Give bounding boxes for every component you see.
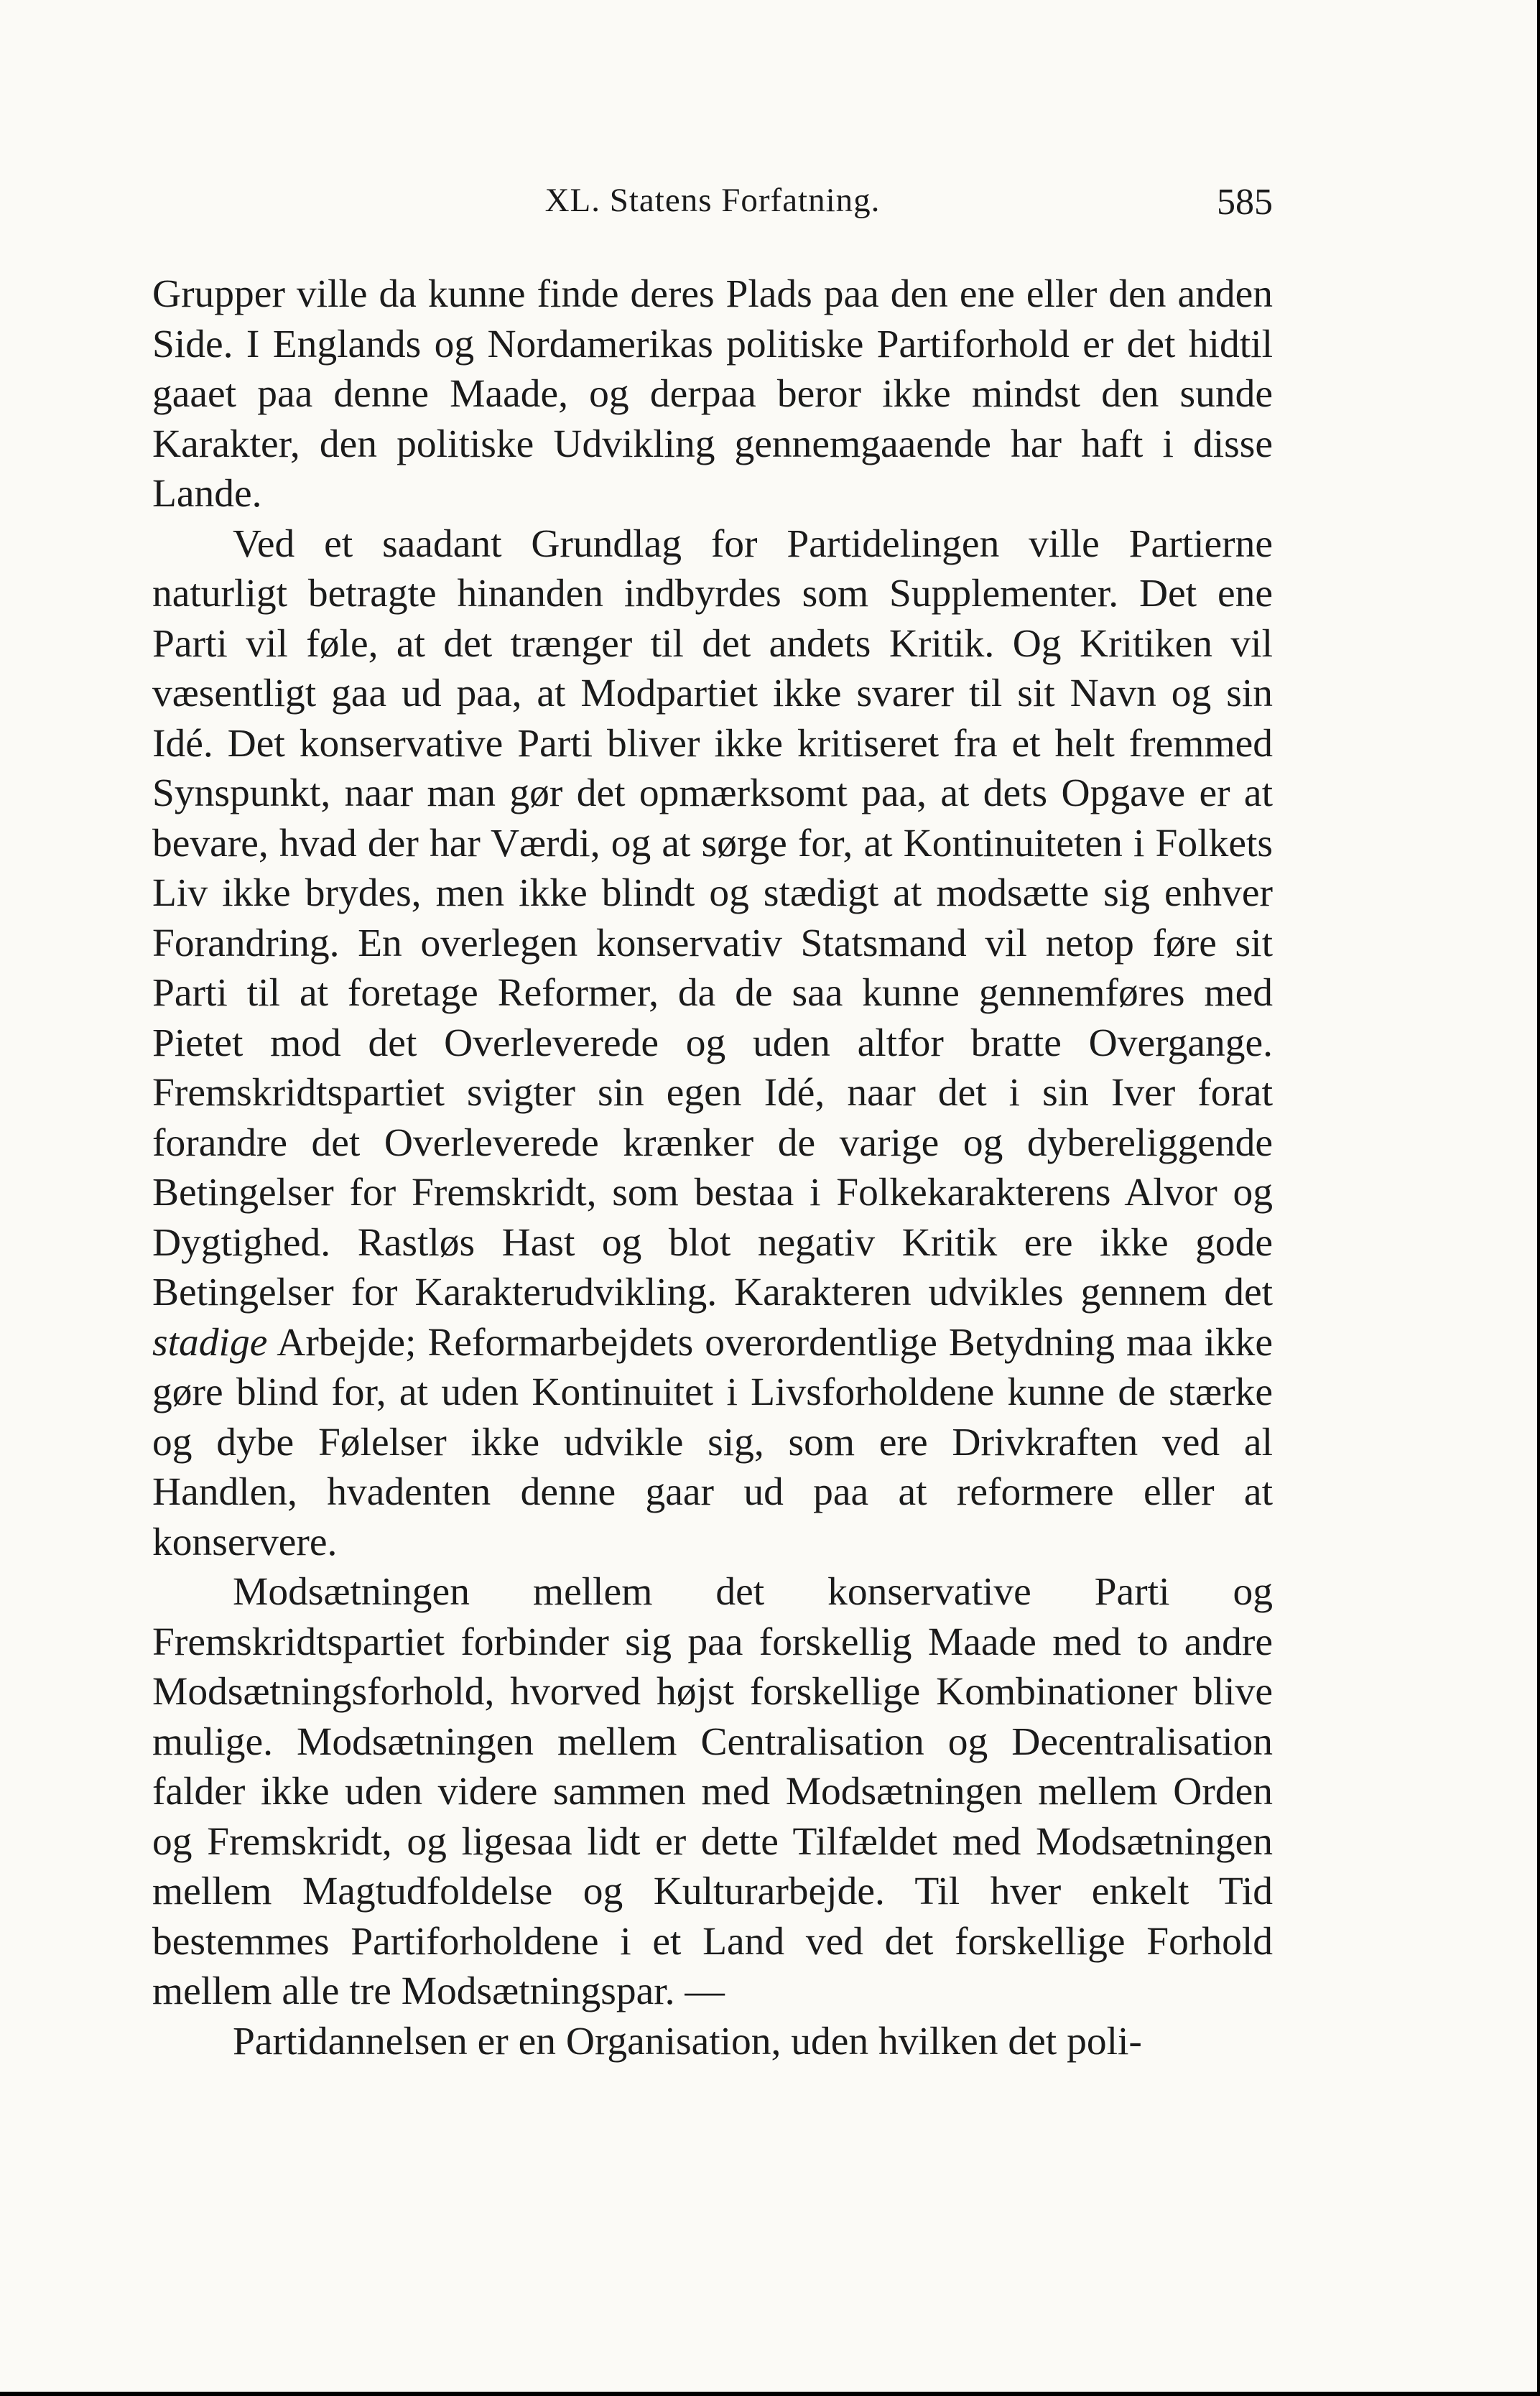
italic-word: stadige [152,1320,268,1365]
body-text [152,269,1273,2066]
paragraph-2 [152,519,1273,1568]
running-head [152,181,1273,231]
paragraph-2-part-2: Arbejde; Reformarbejdets overordentlige Betydning maa ikke gøre blind for, at uden Kontinuitet i Livsforholdene kunne de stærke og dybe Følelser ikke udvikle sig, som ere Drivkraften ved al Handlen, hvadenten denne gaar ud paa at reformere eller at konservere. [152,1320,1273,1564]
running-title: XL. Statens Forfatning. [544,182,881,219]
page-number: 585 [1217,182,1273,223]
paragraph-1: Grupper ville da kunne finde deres Plads paa den ene eller den anden Side. I Englands og Nordamerikas politiske Partiforhold er det hidtil gaaet paa denne Maade, og derpaa beror ikke mindst den sunde Karakter, den politiske Udvikling gennemgaaende har haft i disse Lande. [152,272,1273,516]
paragraph-3: Modsætningen mellem det konservative Parti og Fremskridtspartiet forbinder sig paa forskellig Maade med to andre Modsætningsforhold, hvorved højst forskellige Kombinationer blive mulige. Modsætningen mellem Centralisation og Decentralisation falder ikke uden videre sammen med Modsætningen mellem Orden og Fremskridt, og ligesaa lidt er dette Tilfældet med Modsætningen mellem Magtudfoldelse og Kulturarbejde. Til hver enkelt Tid bestemmes Partiforholdene i et Land ved det forskellige Forhold mellem alle tre Modsætningspar. — [152,1570,1273,2013]
paragraph-4: Partidannelsen er en Organisation, uden hvilken det poli- [233,2019,1142,2063]
paragraph-2-part-1: Ved et saadant Grundlag for Partidelingen ville Partierne naturligt betragte hinanden indbyrdes som Supplementer. Det ene Parti vil føle, at det trænger til det andets Kritik. Og Kritiken vil væsentligt gaa ud paa, at Modpartiet ikke svarer til sit Navn og sin Idé. Det konservative Parti bliver ikke kritiseret fra et helt fremmed Synspunkt, naar man gør det opmærksomt paa, at dets Opgave er at bevare, hvad der har Værdi, og at sørge for, at Kontinuiteten i Folkets Liv ikke brydes, men ikke blindt og stædigt at modsætte sig enhver Forandring. En overlegen konservativ Statsmand vil netop føre sit Parti til at foretage Reformer, da de saa kunne gennemføres med Pietet mod det Overleverede og uden altfor bratte Overgange. Fremskridtspartiet svigter sin egen Idé, naar det i sin Iver forat forandre det Overleverede krænker de varige og dybereliggende Betingelser for Fremskridt, som bestaa i Folkekarakterens Alvor og Dygtighed. Rastløs Hast og blot negativ Kritik ere ikke gode Betingelser for Karakterudvikling. Karakteren udvikles gennem det [152,521,1273,1314]
